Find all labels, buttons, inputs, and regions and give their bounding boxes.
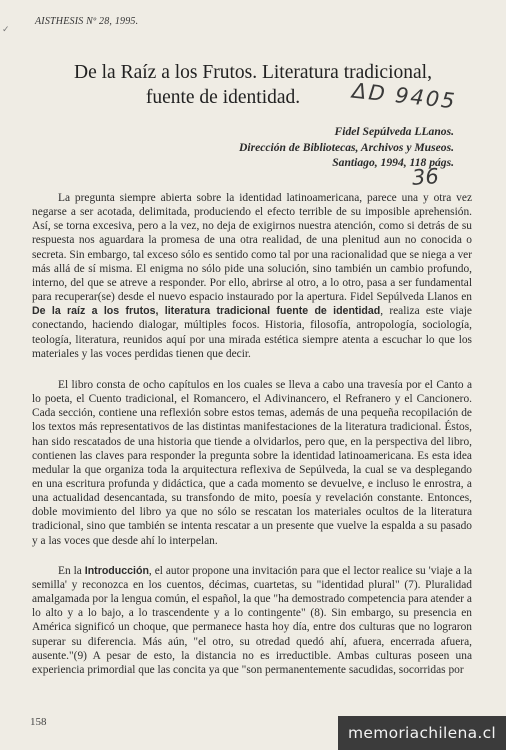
credit-publisher: Dirección de Bibliotecas, Archivos y Museos. [238, 140, 454, 154]
margin-mark: ✓ [2, 24, 10, 34]
page-number: 158 [30, 716, 47, 728]
title-line-1: De la Raíz a los Frutos. Literatura tradicional, [74, 62, 432, 83]
running-head: AISTHESIS Nº 28, 1995. [35, 16, 139, 27]
paragraph-1: La pregunta siempre abierta sobre la identidad latinoamericana, parece una y otra vez negarse a ser acotada, delimitada, produciendo el efecto terrible de su imposible aprehensión. Así, se torna excesiva, pero a la vez, no deja de exigirnos nuestra atención, como si detrás de su respuesta nos aguardara la promesa de una otra realidad, de una plenitud aun no conocida o secreta. Sin embargo, tal exceso sólo es sentido como tal por una racionalidad que se niega a ver más allá de sí misma. El enigma no sólo pide una solución, sino también un cambio profundo, interno, del que se atreve a responder. Por ello, abrirse al otro, a lo otro, pasa a ser fundamental para recuperar(se) desde el nuevo espacio instaurado por la apertura. Fidel Sepúlveda Llanos en De la raíz a los frutos, literatura tradicional fuente de identidad, realiza este viaje conectando, haciendo dialogar, múltiples focos. Historia, filosofía, antropología, sociología, teología, literatura, reunidos aquí por una mirada estética siempre atenta a escuchar lo que los materiales y las voces perdidas tienen que decir. [32, 192, 472, 360]
credit-place-year: Santiago, 1994, 118 págs. [332, 156, 454, 169]
credit-author: Fidel Sepúlveda LLanos. [334, 125, 454, 138]
book-credits [239, 124, 454, 171]
title-line-2: fuente de identidad. [145, 87, 301, 108]
article-body [32, 191, 472, 694]
handwritten-code: ΔD 9405 [351, 78, 458, 114]
watermark-logo[interactable]: memoriachilena.cl [338, 716, 506, 750]
introduccion-bold: Introducción [84, 564, 149, 577]
paragraph-2: El libro consta de ocho capítulos en los cuales se lleva a cabo una travesía por el Canto a lo poeta, el Cuento tradicional, el Romancero, el Adivinancero, el Refranero y el Cancionero. Cada sección, contiene una reflexión sobre estos temas, además de una pequeña recopilación de los textos más representativos de las distintas manifestaciones de la literatura tradicional. Éstos, han sido rescatados de una historia que tiende a olvidarlos, pero que, en la perspectiva del libro, contienen las claves para responder la pregunta sobre la identidad latinoamericana. Es esta idea medular la que organiza toda la arquitectura reflexiva de Sepúlveda, la cual se va desplegando en una escritura profunda y didáctica, que a cada momento se devuelve, e incluso le enrostra, a una actualidad desencantada, su transfondo de mito, poesía y revelación constante. Entonces, doble movimiento del libro ya que no sólo se rescatan los materiales ocultos de la literatura tradicional, sino que también se intenta rescatar a un presente que vuelve la espalda a su pasado y a las voces que desde ahí lo interpelan. [32, 378, 472, 547]
book-title-bold: De la raíz a los frutos, literatura tradicional fuente de identidad [32, 305, 381, 318]
paragraph-3: En la Introducción, el autor propone una invitación para que el lector realice su 'viaje a la semilla' y reconozca en los cuentos, décimas, cuartetas, su "identidad plural" (7). Pluralidad amalgamada por la lengua común, el español, la que "ha demostrado competencia para atender a lo alto y a lo bajo, a lo trascendente y a lo contingente" (8). Sin embargo, su presencia en América significó un choque, que permanece hasta hoy día, entre dos culturas que no lograron superar su diferencia. Más aún, "el otro, su otredad quedó ahí, afuera, encerrada afuera, ausente."(9) A pesar de esto, la distancia no es irreductible. Ambas culturas poseen una experiencia primordial que las concita ya que "son permanentemente sacudidas, socorridas por [32, 564, 473, 676]
handwritten-number: 36 [411, 164, 440, 190]
